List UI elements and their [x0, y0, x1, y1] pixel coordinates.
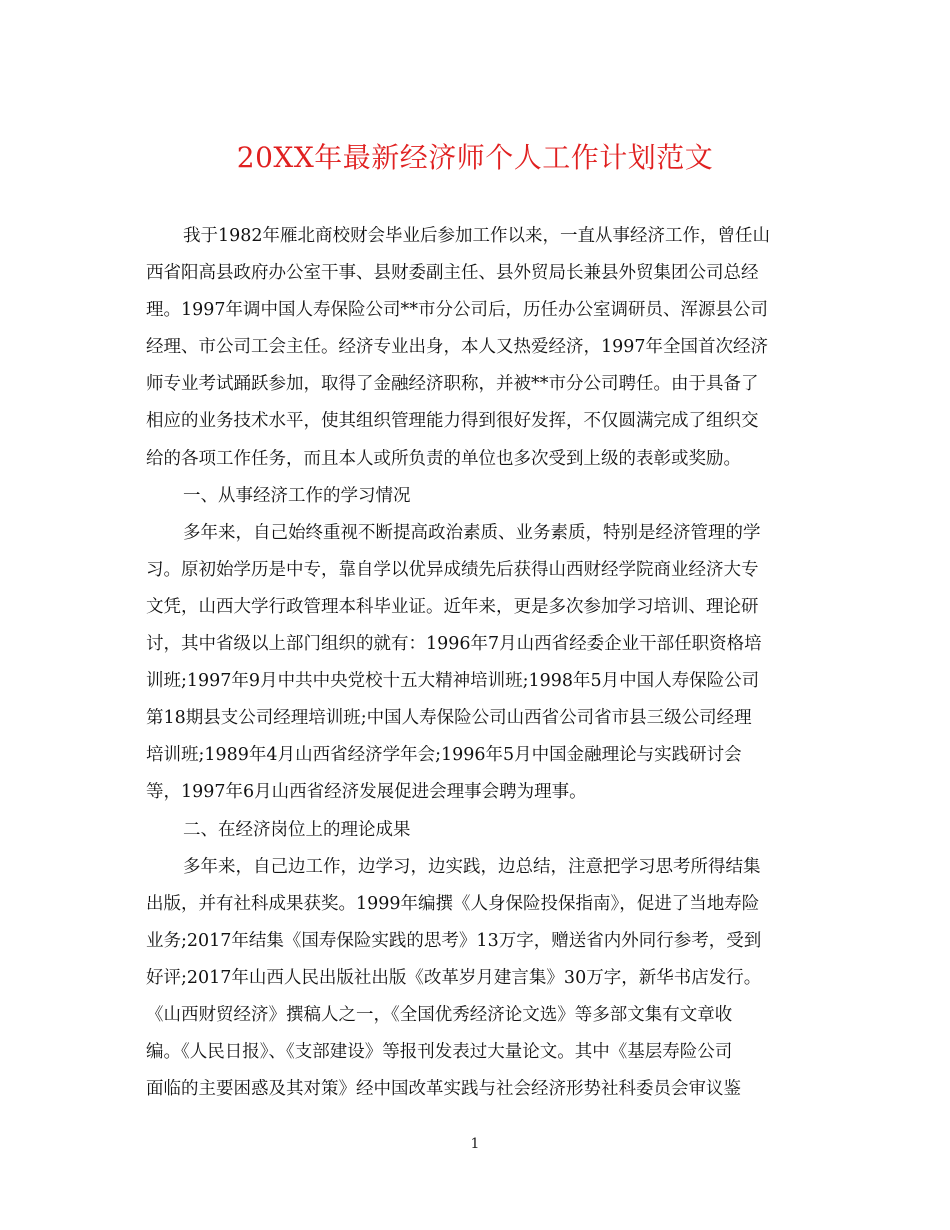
paragraph-line: 多年来，自己边工作，边学习，边实践，边总结，注意把学习思考所得结集 [183, 856, 761, 877]
page-number: 1 [470, 1136, 480, 1152]
paragraph-line: 多年来，自己始终重视不断提高政治素质、业务素质，特别是经济管理的学 [183, 522, 761, 543]
paragraph-line: 业务;2017年结集《国寿保险实践的思考》13万字，赠送省内外同行参考，受到 [146, 930, 762, 951]
paragraph-line: 讨，其中省级以上部门组织的就有：1996年7月山西省经委企业干部任职资格培 [146, 634, 762, 655]
paragraph-line: 培训班;1989年4月山西省经济学年会;1996年5月中国金融理论与实践研讨会 [146, 745, 742, 766]
paragraph-line: 等，1997年6月山西省经济发展促进会理事会聘为理事。 [146, 782, 587, 803]
paragraph-line: 第18期县支公司经理培训班;中国人寿保险公司山西省公司省市县三级公司经理 [146, 708, 752, 729]
paragraph-line: 《山西财贸经济》撰稿人之一，《全国优秀经济论文选》等多部文集有文章收 [146, 1004, 733, 1025]
paragraph-line: 我于1982年雁北商校财会毕业后参加工作以来，一直从事经济工作，曾任山 [183, 226, 771, 246]
document-title: 20XX年最新经济师个人工作计划范文 [236, 141, 714, 174]
paragraph-line: 面临的主要困惑及其对策》经中国改革实践与社会经济形势社科委员会审议鉴 [146, 1079, 741, 1100]
section-heading: 二、在经济岗位上的理论成果 [183, 819, 411, 840]
paragraph-line: 经理、市公司工会主任。经济专业出身，本人又热爱经济，1997年全国首次经济 [146, 337, 769, 358]
paragraph-line: 习。原初始学历是中专，靠自学以优异成绩先后获得山西财经学院商业经济大专 [146, 559, 759, 580]
paragraph-line: 理。1997年调中国人寿保险公司**市分公司后，历任办公室调研员、浑源县公司 [146, 300, 769, 321]
paragraph-line: 文凭，山西大学行政管理本科毕业证。近年来，更是多次参加学习培训、理论研 [146, 596, 759, 617]
paragraph-line: 好评;2017年山西人民出版社出版《改革岁月建言集》30万字，新华书店发行。 [146, 967, 762, 988]
paragraph-line: 师专业考试踊跃参加，取得了金融经济职称，并被**市分公司聘任。由于具备了 [146, 374, 759, 395]
paragraph-line: 训班;1997年9月中共中央党校十五大精神培训班;1998年5月中国人寿保险公司 [146, 671, 760, 692]
paragraph-line: 相应的业务技术水平，使其组织管理能力得到很好发挥，不仅圆满完成了组织交 [146, 411, 759, 432]
paragraph-line: 给的各项工作任务，而且本人或所负责的单位也多次受到上级的表彰或奖励。 [146, 448, 741, 469]
document-body [146, 218, 810, 1108]
paragraph-line: 出版，并有社科成果获奖。1999年编撰《人身保险投保指南》，促进了当地寿险 [146, 893, 760, 914]
paragraph-line: 西省阳高县政府办公室干事、县财委副主任、县外贸局长兼县外贸集团公司总经 [146, 263, 759, 284]
paragraph-line: 编。《人民日报》、《支部建设》等报刊发表过大量论文。其中《基层寿险公司 [146, 1042, 733, 1063]
section-heading: 一、从事经济工作的学习情况 [183, 485, 411, 506]
